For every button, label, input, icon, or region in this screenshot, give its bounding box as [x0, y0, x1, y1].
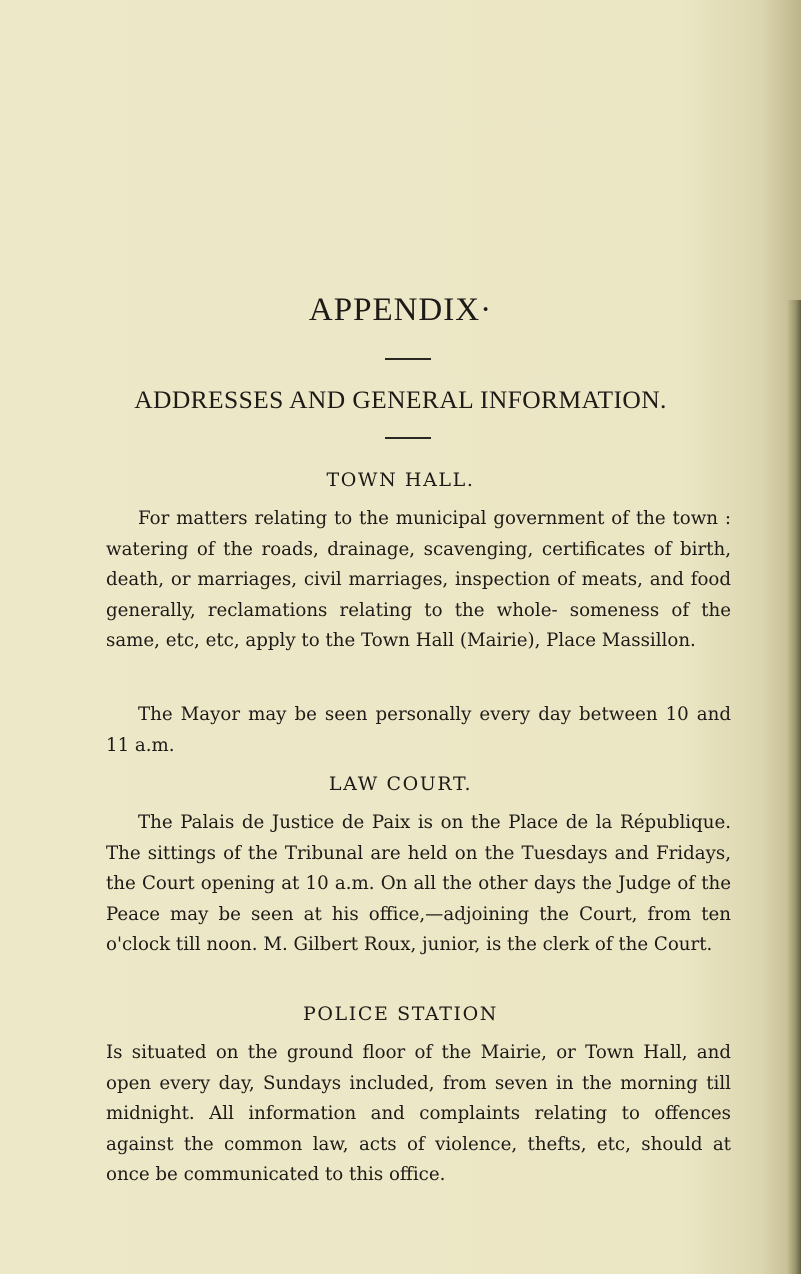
law-court-paragraph: The Palais de Justice de Paix is on the Place de la République. The sittings of the Tribunal are held on the Tuesdays and Fridays, the Court opening at 10 a.m. On all the other days the Judge of the Peace may be seen at his office,—adjoining the Court, from ten o'clock till noon. M. Gilbert Roux, junior, is the clerk of the Court. — [106, 812, 731, 955]
town-hall-paragraph: For matters relating to the municipal government of the town : watering of the roads, drainage, scavenging, certificates of birth, death, or marriages, civil marriages, inspection of meats, and food generally, reclamations relating to the whole- someness of the same, etc, etc, apply to the Town Hall (Mairie), Place Massillon. — [106, 508, 731, 651]
title-divider — [385, 358, 431, 360]
town-hall-mayor-paragraph: The Mayor may be seen personally every day between 10 and 11 a.m. — [106, 704, 731, 756]
section-heading-police-station: POLICE STATION — [302, 1003, 499, 1025]
subtitle-divider — [385, 437, 431, 439]
page-subtitle: ADDRESSES AND GENERAL INFORMATION. — [134, 385, 667, 414]
police-station-paragraph: Is situated on the ground floor of the Mairie, or Town Hall, and open every day, Sundays included, from seven in the morning till midnight. All information and complaints relating to offences against the common law, acts of violence, thefts, etc, should at once be communicated to this office. — [106, 1042, 731, 1185]
section-heading-law-court: LAW COURT. — [328, 773, 473, 795]
page-title: APPENDIX· — [308, 292, 493, 328]
section-heading-town-hall: TOWN HALL. — [326, 469, 475, 491]
